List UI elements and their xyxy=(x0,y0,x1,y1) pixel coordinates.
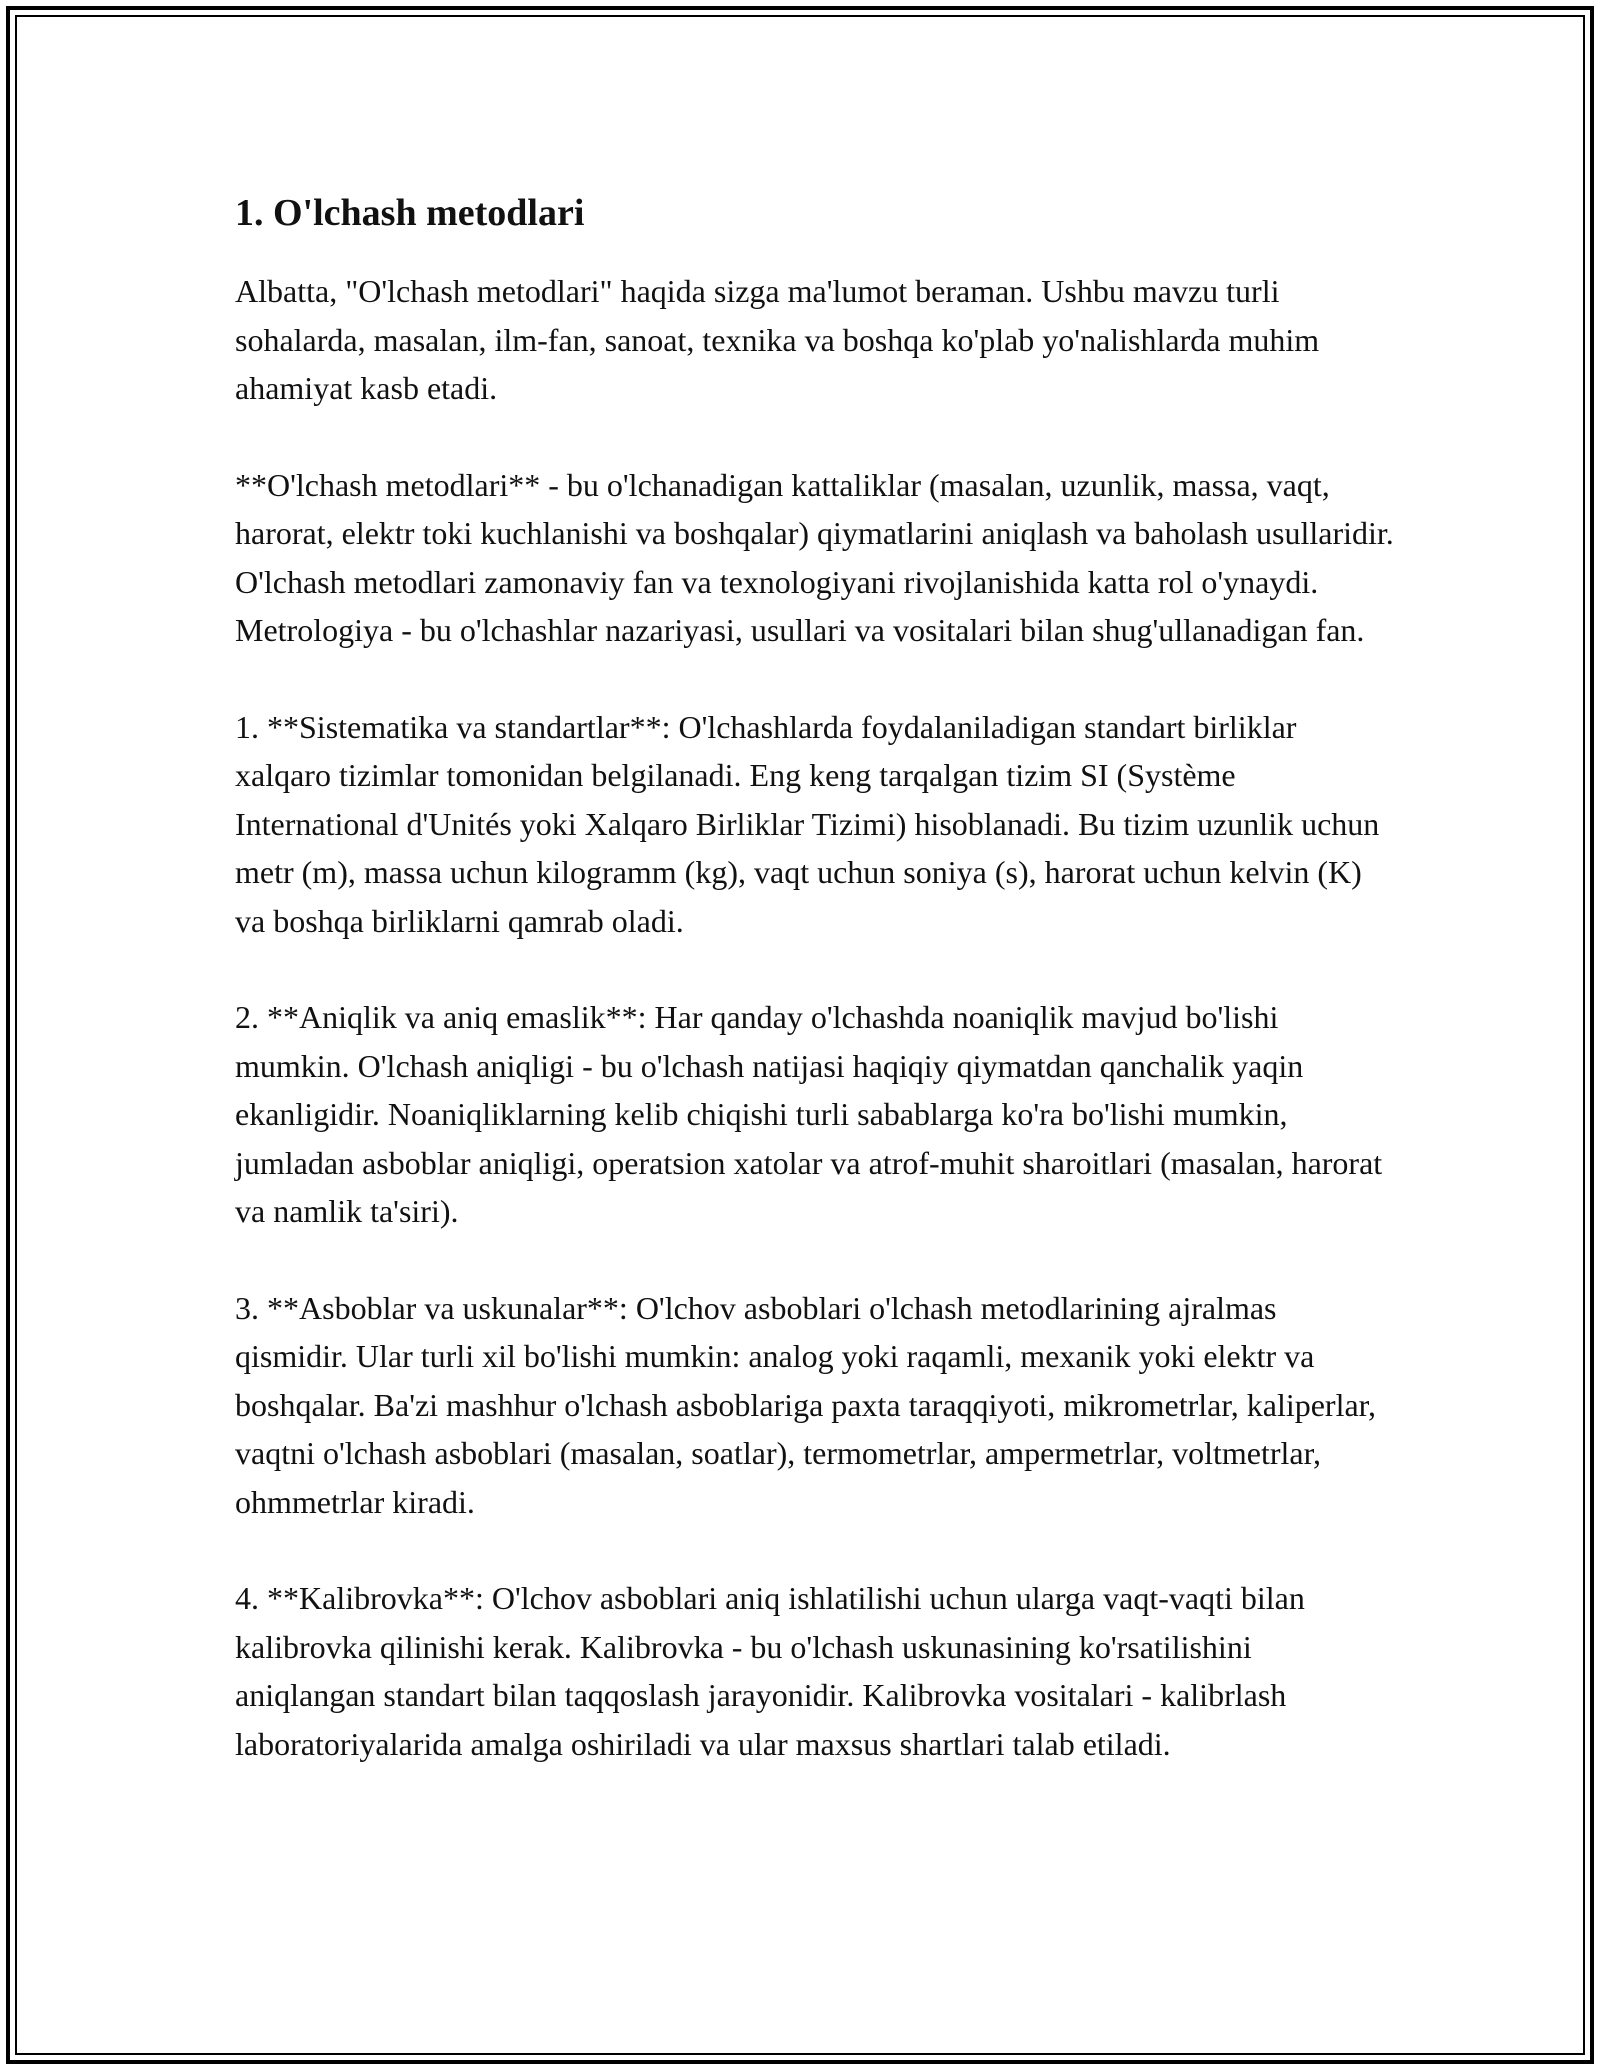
paragraph-instruments: 3. **Asboblar va uskunalar**: O'lchov asboblari o'lchash metodlarining ajralmas qismidir. Ular turli xil bo'lishi mumkin: analog yoki raqamli, mexanik yoki elektr va boshqalar. Ba'zi mashhur o'lchash asboblariga paxta taraqqiyoti, mikrometrlar, kaliperlar, vaqtni o'lchash asboblari (masalan, soatlar), termometrlar, ampermetrlar, voltmetrlar, ohmmetrlar kiradi. xyxy=(235,1289,1377,1520)
paragraph-calibration: 4. **Kalibrovka**: O'lchov asboblari aniq ishlatilishi uchun ularga vaqt-vaqti bilan kalibrovka qilinishi kerak. Kalibrovka - bu o'lchash uskunasining ko'rsatilishini aniqlangan standart bilan taqqoslash jarayonidir. Kalibrovka vositalari - kalibrlash laboratoriyalarida amalga oshiriladi va ular maxsus shartlari talab etiladi. xyxy=(235,1580,1305,1762)
paragraph-standards: 1. **Sistematika va standartlar**: O'lchashlarda foydalaniladigan standart birliklar xalqaro tizimlar tomonidan belgilanadi. Eng keng tarqalgan tizim SI (Système International d'Unités yoki Xalqaro Birliklar Tizimi) hisoblanadi. Bu tizim uzunlik uchun metr (m), massa uchun kilogramm (kg), vaqt uchun soniya (s), harorat uchun kelvin (K) va boshqa birliklarni qamrab oladi. xyxy=(235,708,1380,939)
paragraph-definition: **O'lchash metodlari** - bu o'lchanadigan kattaliklar (masalan, uzunlik, massa, vaqt, harorat, elektr toki kuchlanishi va boshqalar) qiymatlarini aniqlash va baholash usullaridir. O'lchash metodlari zamonaviy fan va texnologiyani rivojlanishida katta rol o'ynaydi. Metrologiya - bu o'lchashlar nazariyasi, usullari va vositalari bilan shug'ullanadigan fan. xyxy=(235,466,1394,648)
document-title: 1. O'lchash metodlari xyxy=(235,192,585,234)
document-body xyxy=(235,185,1395,1816)
paragraph-accuracy: 2. **Aniqlik va aniq emaslik**: Har qanday o'lchashda noaniqlik mavjud bo'lishi mumkin. O'lchash aniqligi - bu o'lchash natijasi haqiqiy qiymatdan qanchalik yaqin ekanligidir. Noaniqliklarning kelib chiqishi turli sabablarga ko'ra bo'lishi mumkin, jumladan asboblar aniqligi, operatsion xatolar va atrof-muhit sharoitlari (masalan, harorat va namlik ta'siri). xyxy=(235,999,1383,1229)
paragraph-intro: Albatta, "O'lchash metodlari" haqida sizga ma'lumot beraman. Ushbu mavzu turli sohalarda, masalan, ilm-fan, sanoat, texnika va boshqa ko'plab yo'nalishlarda muhim ahamiyat kasb etadi. xyxy=(235,273,1320,406)
